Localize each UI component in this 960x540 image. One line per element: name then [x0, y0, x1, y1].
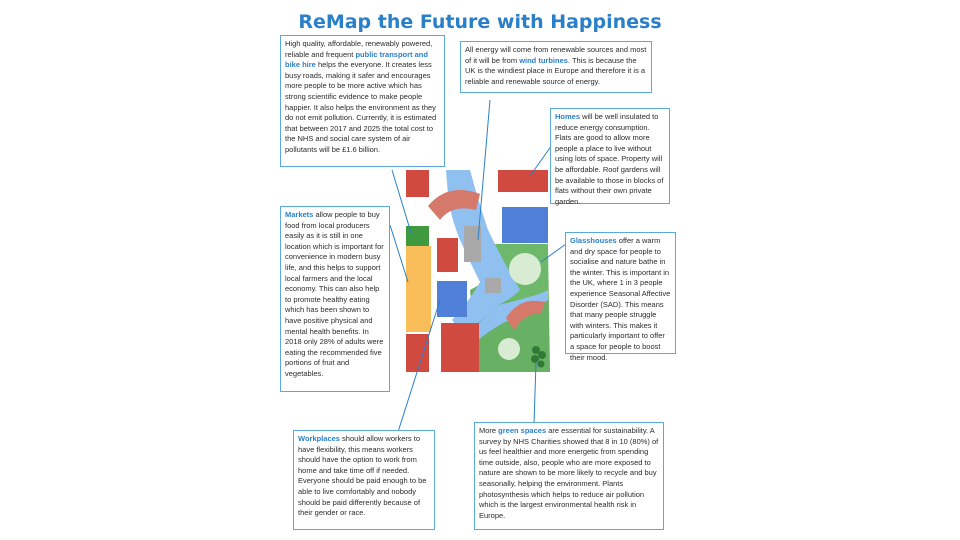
workplaces-info-box [293, 430, 435, 530]
glasshouse-small [498, 338, 520, 360]
red-building-top-left [406, 170, 429, 197]
homes-text-rest: will be well insulated to reduce energy consumption. Flats are good to allow more people a place to live without using lots of space. Property will be affordable. Roof gardens will be available to those in blocks of flats without their own private garden. [555, 112, 664, 206]
red-building-bottom [441, 323, 479, 372]
homes-info-box [550, 108, 670, 204]
home-block [498, 170, 548, 192]
green-spaces-info-box [474, 422, 664, 530]
energy-text-rest: . This is because the UK is the windiest place in Europe and therefore it is a reliable and renewable source of energy. [465, 55, 646, 86]
tree-icon [538, 361, 545, 368]
green-text-rest: are essential for sustainability. A survey by NHS Charities showed that 8 in 10 (80%) of us feel healthier and more energetic from spending time outside, also, people who are more exposed to nature are shown to be more likely to recycle and buy seasonally, helping the environment. Plants photosynthesis which helps to reduce air pollution which is the largest environmental health risk in Europe. [479, 426, 659, 520]
callout-line-markets [390, 225, 408, 282]
markets-info-box [280, 206, 390, 392]
transport-text: High quality, affordable, renewably powered, reliable and frequent [285, 39, 433, 59]
tree-icon [531, 355, 539, 363]
homes-highlight: Homes [555, 112, 581, 121]
markets-highlight: Markets [285, 210, 314, 219]
transport-highlight: public transport and bike hire [285, 49, 428, 70]
transport-info-box [280, 35, 445, 167]
glasshouses-text-rest: offer a warm and dry space for people to socialise and nature bathe in the winter. This is important in the UK, where 1 in 3 people experience Seasonal Affective Disorder (SAD). This means that many people struggle with winters. This makes it particularly important to offer a space for people to boost their mood. [570, 236, 671, 362]
transport-text-rest: helps the everyone. It creates less busy roads, making it safer and encourages more people to be more active which has strong scientific evidence to make people happier. It also helps the environment as they do not emit pollution. Currently, it is estimated that between 2017 and 2025 the total cost to the NHS and social care system of air pollutants will be £1.6 billion. [285, 60, 437, 154]
glasshouse-large [509, 253, 541, 285]
markets-text-rest: allow people to buy food from local producers easily as it is still in one location which is important for convenience in modern busy life, and this helps to support local farmers and the local economy. This can also help to promote healthy eating which has been shown to have positive physical and mental health benefits. In 2018 only 28% of adults were eating the recommended five portions of fruit and vegetables. [285, 210, 384, 378]
energy-highlight: wind turbines [519, 55, 568, 65]
market-hall [406, 246, 431, 332]
green-highlight: green spaces [498, 426, 547, 435]
grey-square [485, 278, 501, 293]
workplaces-highlight: Workplaces [298, 434, 340, 443]
tree-icon [538, 351, 546, 359]
red-building-bottom-left [406, 334, 429, 372]
green-text: More [479, 426, 499, 435]
glasshouses-highlight: Glasshouses [570, 236, 617, 245]
energy-info-box [460, 41, 652, 93]
red-building-mid [437, 238, 458, 272]
blue-workplace [437, 281, 467, 317]
workplaces-text-rest: should allow workers to have flexibility, this means workers should have the option to work from home and take time off if needed. Everyone should be paid enough to be able to live comfortably and nobody should be paid differently because of their gender or race. [298, 434, 427, 518]
blue-flats [502, 207, 548, 243]
page-title: ReMap the Future with Happiness [298, 11, 662, 33]
glasshouses-info-box [565, 232, 676, 362]
energy-text: All energy will come from renewable sources and most of it will be from [465, 45, 647, 65]
